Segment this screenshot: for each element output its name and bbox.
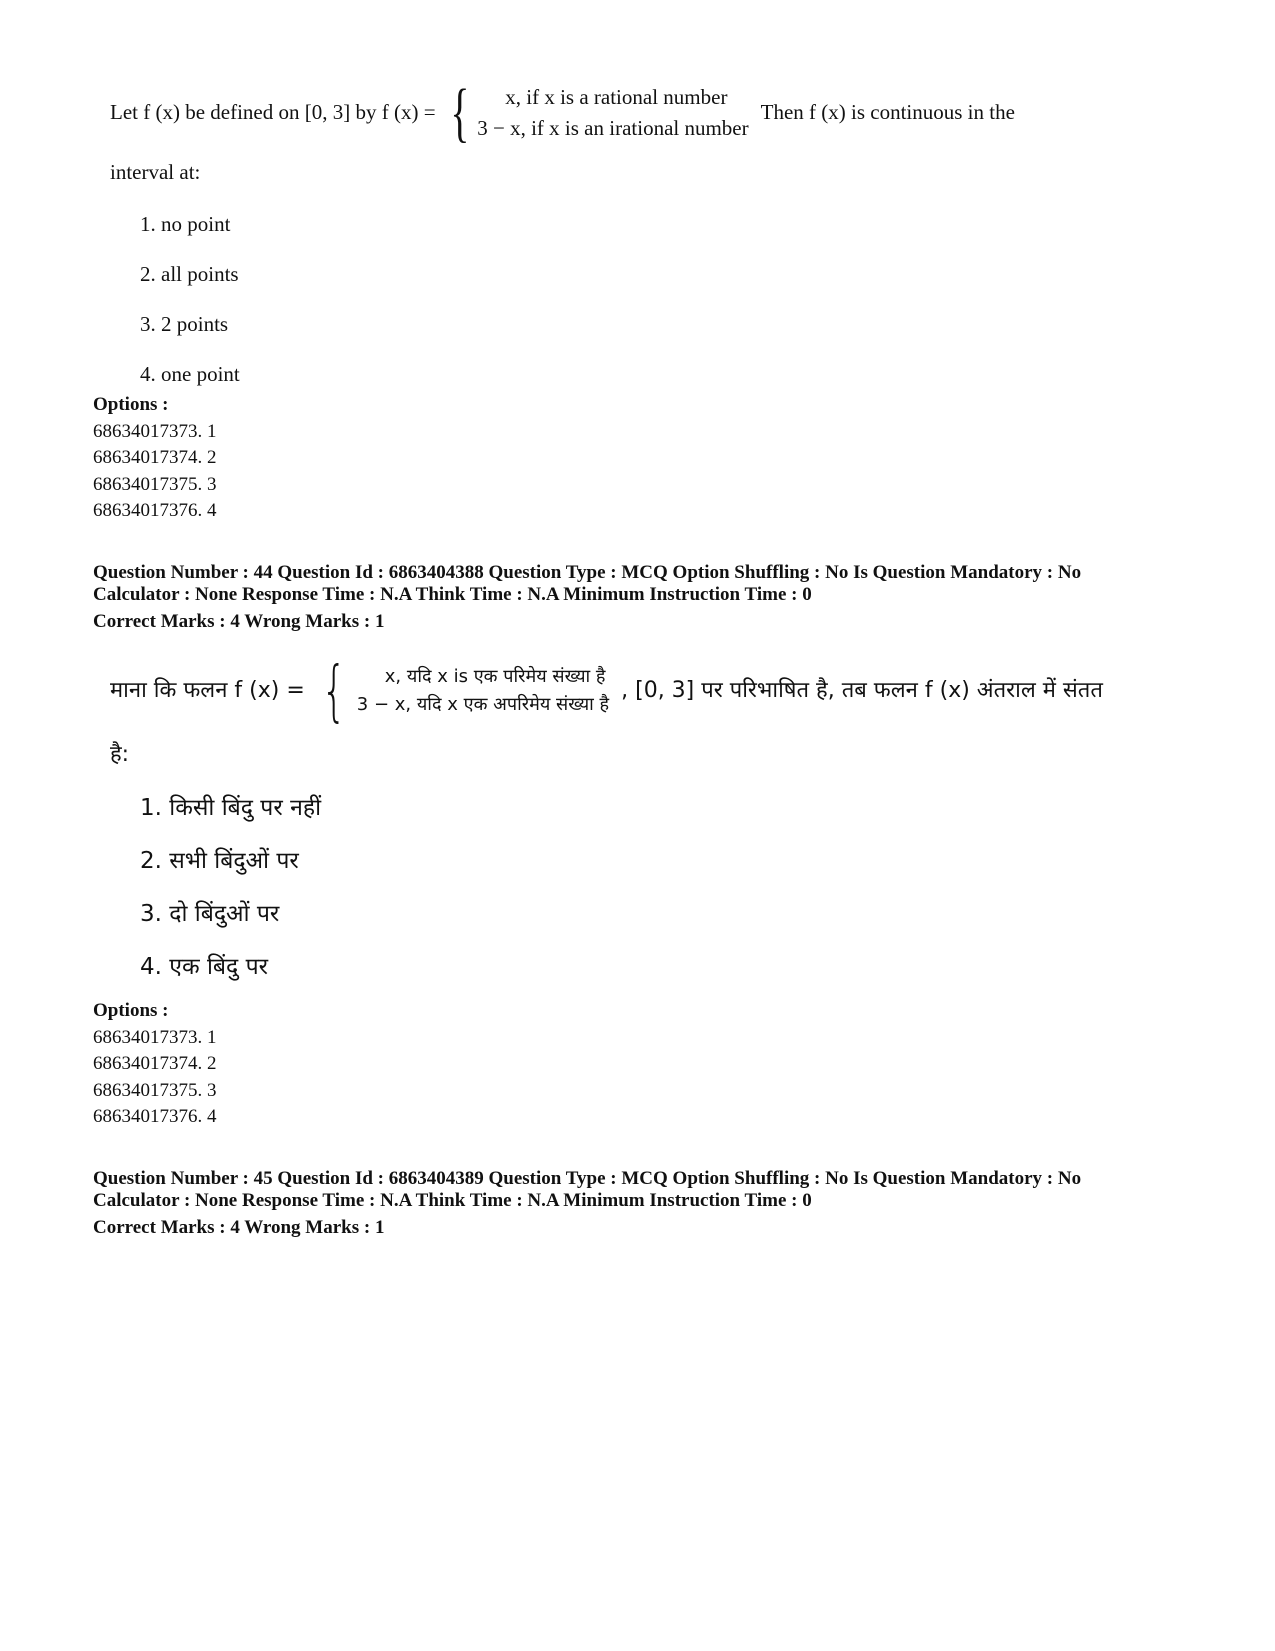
q45-meta-line1: Question Number : 45 Question Id : 6863404389 Question Type : MCQ Option Shuffling : No Is Question Mandatory : No [93,1168,1082,1189]
q44-case-rational: x, यदि x is एक परिमेय संख्या है [384,666,606,688]
q43-choice-list [140,199,1015,399]
q44-question-image [110,652,1103,994]
q44-options-label: Options : [93,1000,169,1021]
q43-piecewise-cases [444,76,749,149]
q43-case-rational: x, if x is a rational number [505,84,728,109]
q44-meta [93,562,1223,633]
q45-marks: Correct Marks : 4 Wrong Marks : 1 [93,1217,385,1238]
q44-statement-prefix: माना कि फलन f (x) = [110,677,305,703]
q43-case-irrational: 3 − x, if x is an irational number [477,116,749,140]
q43-statement-suffix: Then f (x) is continuous in the [760,100,1015,125]
q43-statement-line2: interval at: [110,160,201,184]
q44-case-irrational: 3 − x, यदि x एक अपरिमेय संख्या है [356,694,610,715]
q43-question-image [110,76,1015,399]
q45-meta-line2: Calculator : None Response Time : N.A Think Time : N.A Minimum Instruction Time : 0 [93,1190,812,1211]
q44-statement-line2: है: [110,742,130,767]
q44-choice-3: 3. दो बिंदुओं पर [140,901,280,928]
q44-marks: Correct Marks : 4 Wrong Marks : 1 [93,611,385,632]
q43-choice-4: 4. one point [140,362,240,387]
q45-meta [93,1168,1223,1239]
q44-option-4: 68634017376. 4 [93,1106,217,1128]
q43-statement [110,76,1015,185]
q43-choice-2: 2. all points [140,262,239,287]
q44-piecewise-cases [313,652,610,729]
q44-statement-suffix: , [0, 3] पर परिभाषित है, तब फलन f (x) अंतराल में संतत [621,677,1103,703]
q44-meta-line1: Question Number : 44 Question Id : 6863404388 Question Type : MCQ Option Shuffling : No Is Question Mandatory : No [93,562,1082,583]
q44-meta-line2: Calculator : None Response Time : N.A Think Time : N.A Minimum Instruction Time : 0 [93,584,812,605]
q44-option-3: 68634017375. 3 [93,1079,217,1101]
q44-choice-1: 1. किसी बिंदु पर नहीं [140,795,322,822]
q43-choice-1: 1. no point [140,212,231,237]
q43-options [93,392,217,525]
q43-option-2: 68634017374. 2 [93,447,217,469]
q43-option-3: 68634017375. 3 [93,473,217,495]
q44-option-1: 68634017373. 1 [93,1026,217,1048]
left-brace-icon: { [449,76,469,149]
q43-statement-prefix: Let f (x) be defined on [0, 3] by f (x) = [110,100,436,125]
q43-options-label: Options : [93,394,169,415]
q44-choice-4: 4. एक बिंदु पर [140,954,269,981]
q44-option-2: 68634017374. 2 [93,1053,217,1075]
q44-choice-2: 2. सभी बिंदुओं पर [140,848,299,875]
q43-option-1: 68634017373. 1 [93,420,217,442]
q43-choice-3: 3. 2 points [140,312,229,337]
q43-option-4: 68634017376. 4 [93,500,217,522]
q44-options [93,998,217,1131]
q44-statement [110,652,1103,768]
left-brace-icon: { [321,652,347,729]
q44-choice-list [140,782,1103,994]
